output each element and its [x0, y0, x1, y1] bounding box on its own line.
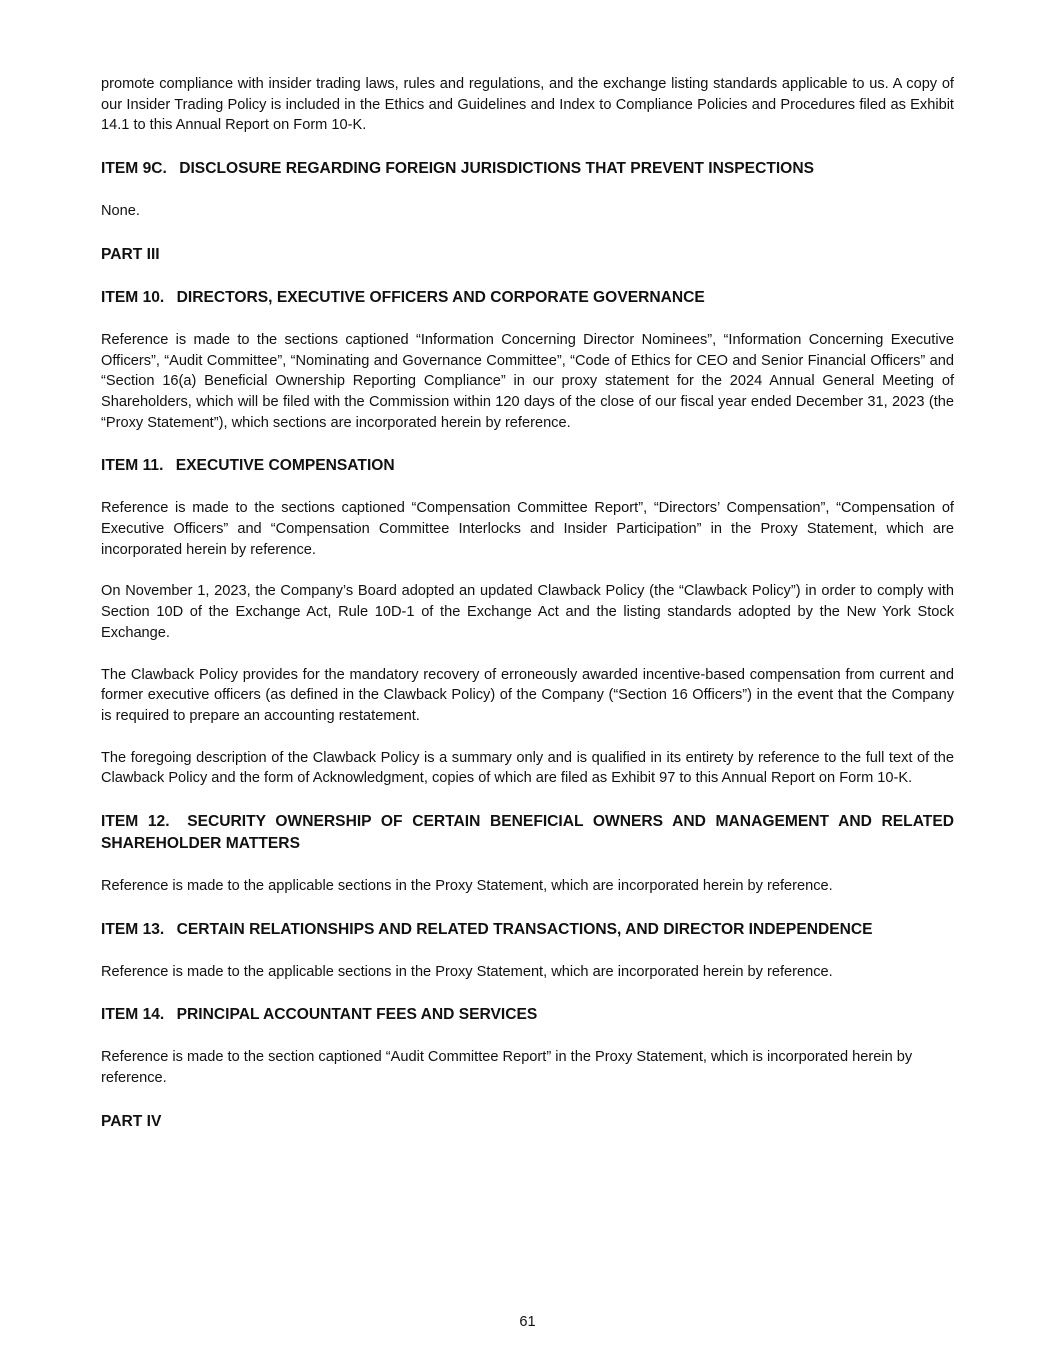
item-12-title: SECURITY OWNERSHIP OF CERTAIN BENEFICIAL OWNERS AND MANAGEMENT AND RELATED SHAREHOLDER MATTERS [101, 813, 954, 853]
document-page [101, 74, 954, 1133]
item-11-paragraph-1: Reference is made to the sections captioned “Compensation Committee Report”, “Directors’ Compensation”, “Compensation of Executive Officers” and “Compensation Committee Interlocks and Insider Participation” in the Proxy Statement, which are incorporated herein by reference. [101, 500, 954, 558]
item-12-heading [101, 811, 954, 855]
page-number: 61 [519, 1314, 536, 1330]
item-11-paragraph-4: The foregoing description of the Clawback Policy is a summary only and is qualified in its entirety by reference to the full text of the Clawback Policy and the form of Acknowledgment, copies of which are filed as Exhibit 97 to this Annual Report on Form 10-K. [101, 749, 954, 787]
item-13-title: CERTAIN RELATIONSHIPS AND RELATED TRANSACTIONS, AND DIRECTOR INDEPENDENCE [176, 920, 873, 938]
part-iv-heading: PART IV [101, 1112, 162, 1130]
item-14-body: Reference is made to the section captioned “Audit Committee Report” in the Proxy Statement, which is incorporated herein by reference. [101, 1049, 913, 1087]
item-10-heading [101, 287, 954, 309]
item-13-body: Reference is made to the applicable sections in the Proxy Statement, which are incorporated herein by reference. [101, 963, 833, 980]
item-14-number: ITEM 14. [101, 1006, 165, 1024]
item-9c-body: None. [101, 203, 140, 220]
item-11-paragraph-3: The Clawback Policy provides for the mandatory recovery of erroneously awarded incentive-based compensation from current and former executive officers (as defined in the Clawback Policy) of the Company (“Section 16 Officers”) in the event that the Company is required to prepare an accounting restatement. [101, 666, 954, 724]
item-11-paragraph-2: On November 1, 2023, the Company’s Board adopted an updated Clawback Policy (the “Clawback Policy”) in order to comply with Section 10D of the Exchange Act, Rule 10D-1 of the Exchange Act and the listing standards adopted by the New York Stock Exchange. [101, 583, 954, 641]
intro-paragraph: promote compliance with insider trading laws, rules and regulations, and the exchange listing standards applicable to us. A copy of our Insider Trading Policy is included in the Ethics and Guidelines and Index to Compliance Policies and Procedures filed as Exhibit 14.1 to this Annual Report on Form 10-K. [101, 76, 954, 134]
item-10-number: ITEM 10. [101, 288, 165, 306]
item-12-number: ITEM 12. [101, 813, 170, 831]
item-13-number: ITEM 13. [101, 920, 165, 938]
item-9c-heading [101, 158, 954, 180]
item-10-title: DIRECTORS, EXECUTIVE OFFICERS AND CORPORATE GOVERNANCE [176, 288, 705, 306]
item-14-heading [101, 1004, 954, 1026]
item-11-heading [101, 455, 954, 477]
item-13-heading [101, 919, 954, 941]
item-11-number: ITEM 11. [101, 457, 164, 475]
item-11-title: EXECUTIVE COMPENSATION [175, 457, 395, 475]
item-9c-title: DISCLOSURE REGARDING FOREIGN JURISDICTIONS THAT PREVENT INSPECTIONS [179, 160, 814, 178]
item-9c-number: ITEM 9C. [101, 160, 167, 178]
item-14-title: PRINCIPAL ACCOUNTANT FEES AND SERVICES [176, 1006, 538, 1024]
part-iii-heading: PART III [101, 245, 160, 263]
item-12-body: Reference is made to the applicable sections in the Proxy Statement, which are incorporated herein by reference. [101, 878, 833, 895]
item-10-body: Reference is made to the sections captioned “Information Concerning Director Nominees”, “Information Concerning Executive Officers”, “Audit Committee”, “Nominating and Governance Committee”, “Code of Ethics for CEO and Senior Financial Officers” and “Section 16(a) Beneficial Ownership Reporting Compliance” in our proxy statement for the 2024 Annual General Meeting of Shareholders, which will be filed with the Commission within 120 days of the close of our fiscal year ended December 31, 2023 (the “Proxy Statement”), which sections are incorporated herein by reference. [101, 331, 954, 431]
